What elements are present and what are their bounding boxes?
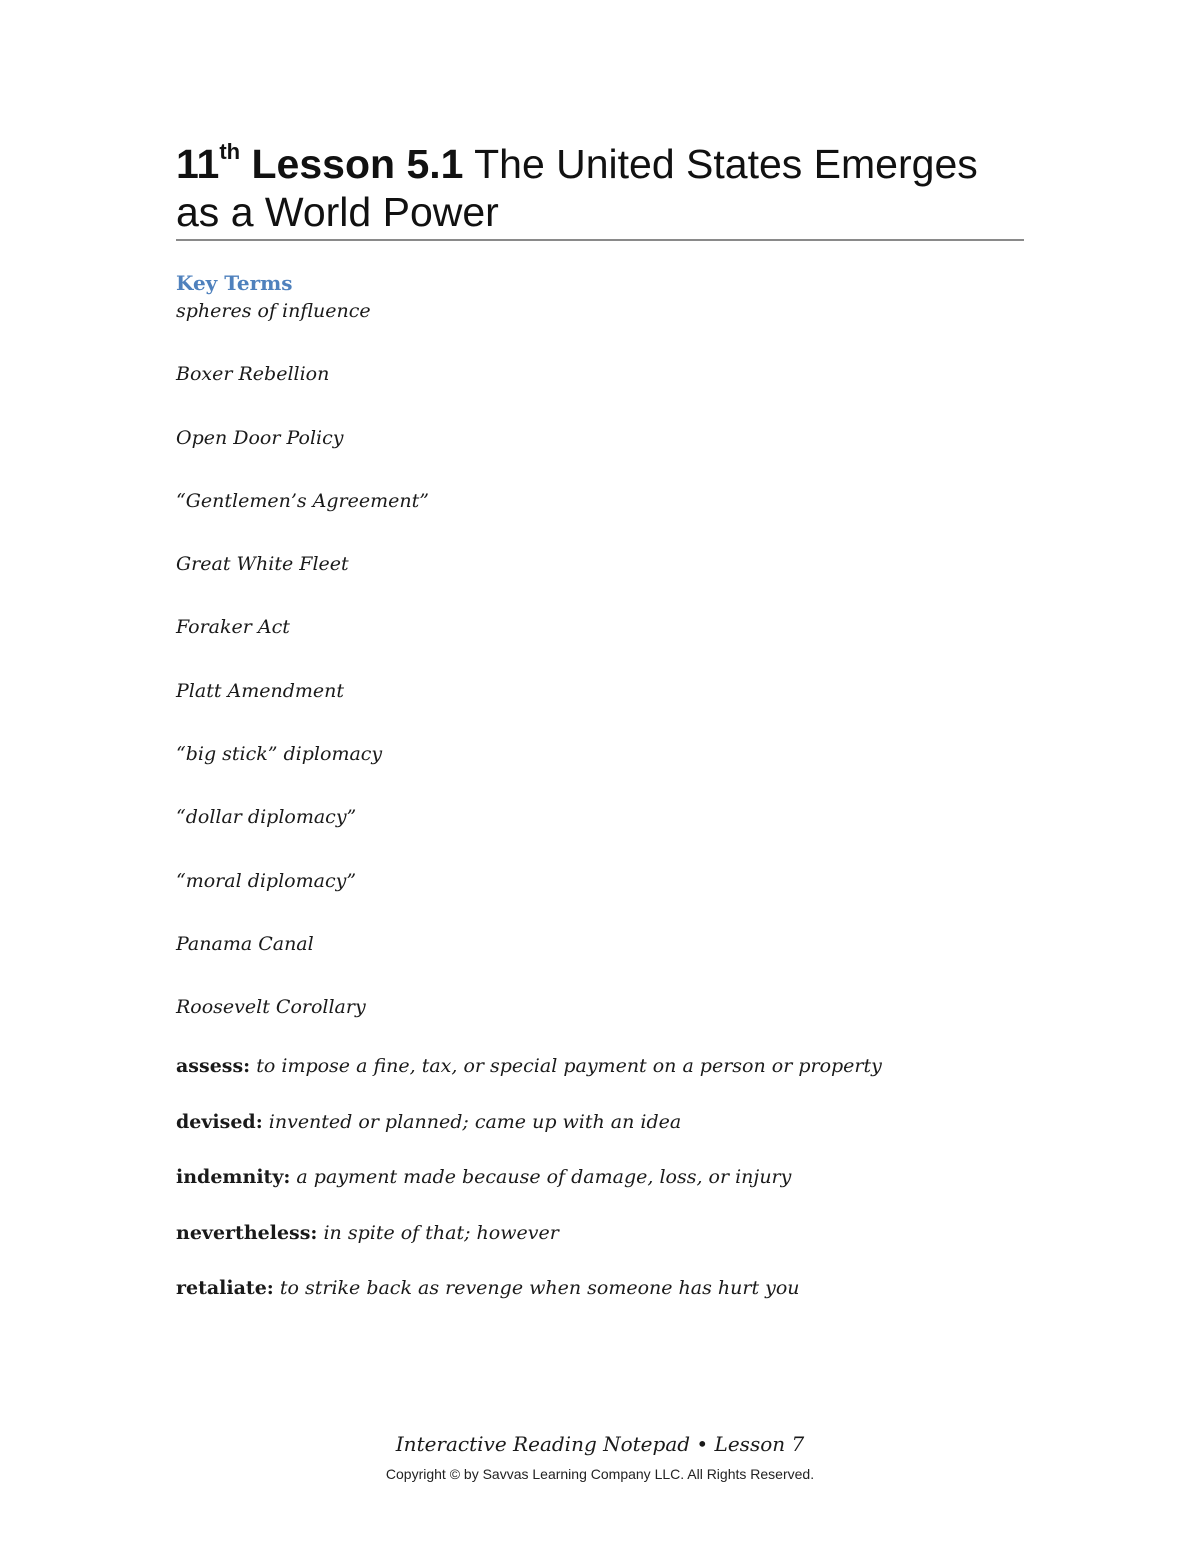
definition-meaning: a payment made because of damage, loss, or injury <box>296 1166 792 1188</box>
definition-item <box>176 1108 882 1164</box>
grade-number: 11 <box>176 141 220 187</box>
key-term: Roosevelt Corollary <box>176 996 366 1019</box>
definition-item <box>176 1052 882 1108</box>
key-term: Panama Canal <box>176 932 314 955</box>
page-title <box>176 140 1026 236</box>
definition-meaning: to strike back as revenge when someone has hurt you <box>279 1277 800 1299</box>
grade-suffix: th <box>219 139 241 165</box>
definition-meaning: to impose a fine, tax, or special payment on a person or property <box>256 1055 882 1077</box>
key-term: Foraker Act <box>176 616 290 639</box>
key-term: Open Door Policy <box>176 426 344 449</box>
footer-title: Interactive Reading Notepad • Lesson 7 <box>395 1432 805 1456</box>
title-divider <box>176 239 1024 241</box>
key-term: “big stick” diplomacy <box>176 743 383 766</box>
key-term: Boxer Rebellion <box>176 363 330 386</box>
footer-copyright: Copyright © by Savvas Learning Company LLC. All Rights Reserved. <box>385 1466 815 1482</box>
academic-vocabulary-list <box>176 1052 882 1330</box>
definition-meaning: invented or planned; came up with an idea <box>268 1110 682 1133</box>
definition-word: retaliate: <box>176 1277 274 1299</box>
key-term: Great White Fleet <box>176 553 349 576</box>
definition-item <box>176 1219 882 1275</box>
definition-word: devised: <box>176 1110 263 1133</box>
definition-item <box>176 1163 882 1219</box>
key-term: Platt Amendment <box>176 679 345 702</box>
definition-word: indemnity: <box>176 1166 291 1188</box>
definition-word: assess: <box>176 1055 251 1077</box>
lesson-name: The United States Emerges as a World Power <box>176 141 978 235</box>
definition-meaning: in spite of that; however <box>323 1221 559 1244</box>
key-term: “moral diplomacy” <box>176 869 357 892</box>
key-term: “dollar diplomacy” <box>176 806 357 829</box>
definition-item <box>176 1274 882 1330</box>
key-term: spheres of influence <box>176 300 371 322</box>
key-terms-list <box>176 297 429 1057</box>
lesson-label: Lesson 5.1 <box>251 141 464 187</box>
key-term: “Gentlemen’s Agreement” <box>176 489 429 512</box>
key-terms-heading: Key Terms <box>176 271 293 295</box>
definition-word: nevertheless: <box>176 1221 318 1244</box>
